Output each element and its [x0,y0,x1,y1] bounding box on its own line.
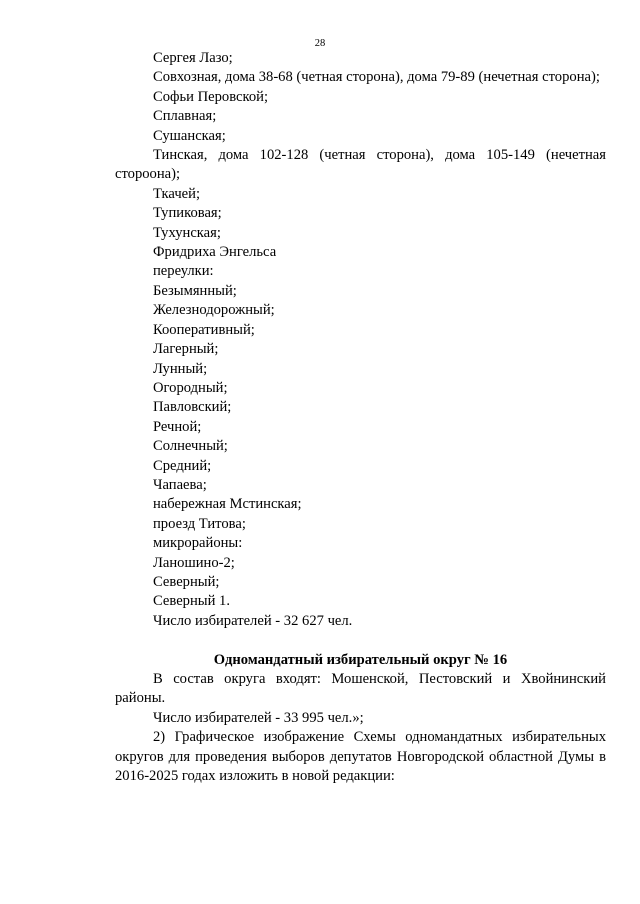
lane-item: Средний; [153,457,212,474]
lane-item: Лунный; [153,360,208,377]
microdistrict-item: Северный; [153,573,220,590]
voters-count: Число избирателей - 32 627 чел. [153,612,353,629]
document-body [115,49,606,786]
lane-item: Лагерный; [153,341,219,358]
amendment-paragraph: 2) Графическое изображение Схемы одномандатных избирательных округов для проведения выборов депутатов Новгородской областной Думы в 2016-2025 годах изложить в новой редакции: [115,729,606,785]
voters-count: Число избирателей - 33 995 чел.»; [153,709,364,726]
street-item: Совхозная, дома 38-68 (четная сторона), дома 79-89 (нечетная сторона); [153,69,600,86]
lane-item: Речной; [153,418,202,435]
microdistrict-item: Ланошино-2; [153,554,235,571]
page-number: 28 [314,38,326,49]
street-item: Тупиковая; [153,205,222,222]
lane-item: Огородный; [153,379,228,396]
embankment-item: набережная Мстинская; [153,496,302,513]
district-composition: В состав округа входят: Мошенской, Пестовский и Хвойнинский районы. [115,670,606,707]
street-item: Фридриха Энгельса [153,244,277,261]
lane-item: Павловский; [153,399,232,416]
street-item: Сушанская; [153,127,226,144]
lanes-heading: переулки: [153,263,214,280]
street-item: Сергея Лазо; [153,50,233,66]
lane-item: Кооперативный; [153,321,255,338]
street-item: Тухунская; [153,224,221,241]
lane-item: Железнодорожный; [153,302,275,319]
street-item: Ткачей; [153,185,200,202]
lane-item: Солнечный; [153,438,228,455]
district-heading: Одномандатный избирательный округ № 16 [213,651,508,668]
street-item: Сплавная; [153,108,217,125]
street-item: Софьи Перовской; [153,88,269,105]
microdistricts-heading: микрорайоны: [153,535,243,552]
passage-item: проезд Титова; [153,515,246,532]
lane-item: Чапаева; [153,476,207,493]
microdistrict-item: Северный 1. [153,593,230,610]
lane-item: Безымянный; [153,282,237,299]
street-item-tinskaya: Тинская, дома 102-128 (четная сторона), дома 105-149 (нечетная стороона); [115,147,606,183]
